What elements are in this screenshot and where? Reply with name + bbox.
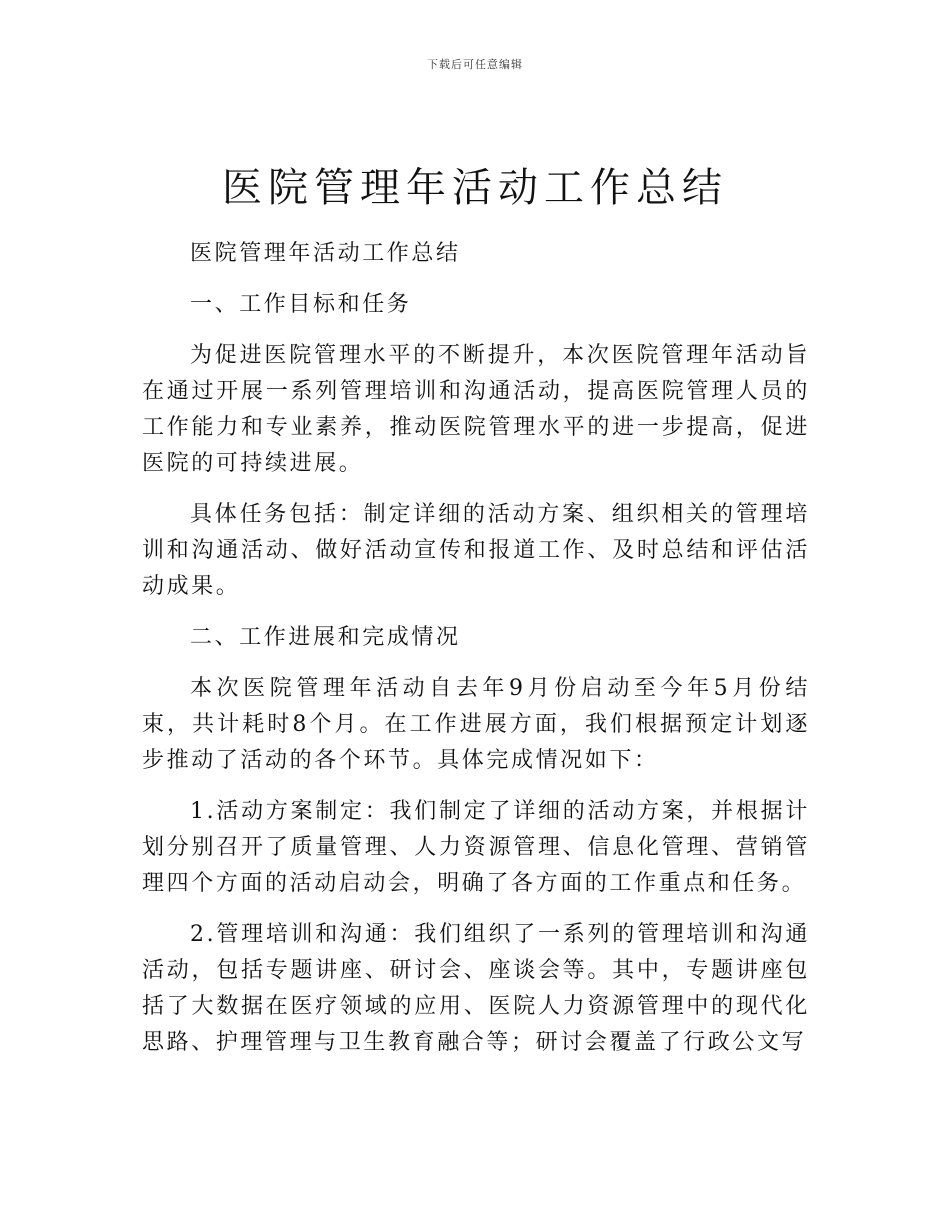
body-paragraph: 具体任务包括：制定详细的活动方案、组织相关的管理培训和沟通活动、做好活动宣传和报道工作、及时总结和评估活动成果。 bbox=[142, 502, 810, 599]
document-body bbox=[142, 236, 810, 1076]
subtitle-paragraph: 医院管理年活动工作总结 bbox=[190, 241, 461, 266]
body-paragraph: 为促进医院管理水平的不断提升，本次医院管理年活动旨在通过开展一系列管理培训和沟通活动，提高医院管理人员的工作能力和专业素养，推动医院管理水平的进一步提高，促进医院的可持续进展。 bbox=[142, 343, 810, 476]
section-heading-1: 一、工作目标和任务 bbox=[190, 292, 412, 317]
header-note: 下载后可任意编辑 bbox=[427, 58, 523, 71]
body-paragraph: 1.活动方案制定：我们制定了详细的活动方案，并根据计划分别召开了质量管理、人力资源管理、信息化管理、营销管理四个方面的活动启动会，明确了各方面的工作重点和任务。 bbox=[142, 799, 810, 896]
document-title: 医院管理年活动工作总结 bbox=[222, 165, 728, 211]
body-paragraph: 2.管理培训和沟通：我们组织了一系列的管理培训和沟通活动，包括专题讲座、研讨会、座谈会等。其中，专题讲座包括了大数据在医疗领域的应用、医院人力资源管理中的现代化思路、护理管理与卫生教育融合等；研讨会覆盖了行政公文写 bbox=[142, 922, 810, 1055]
section-heading-2: 二、工作进展和完成情况 bbox=[190, 625, 461, 650]
body-paragraph: 本次医院管理年活动自去年9月份启动至今年5月份结束，共计耗时8个月。在工作进展方面，我们根据预定计划逐步推动了活动的各个环节。具体完成情况如下： bbox=[142, 676, 810, 773]
